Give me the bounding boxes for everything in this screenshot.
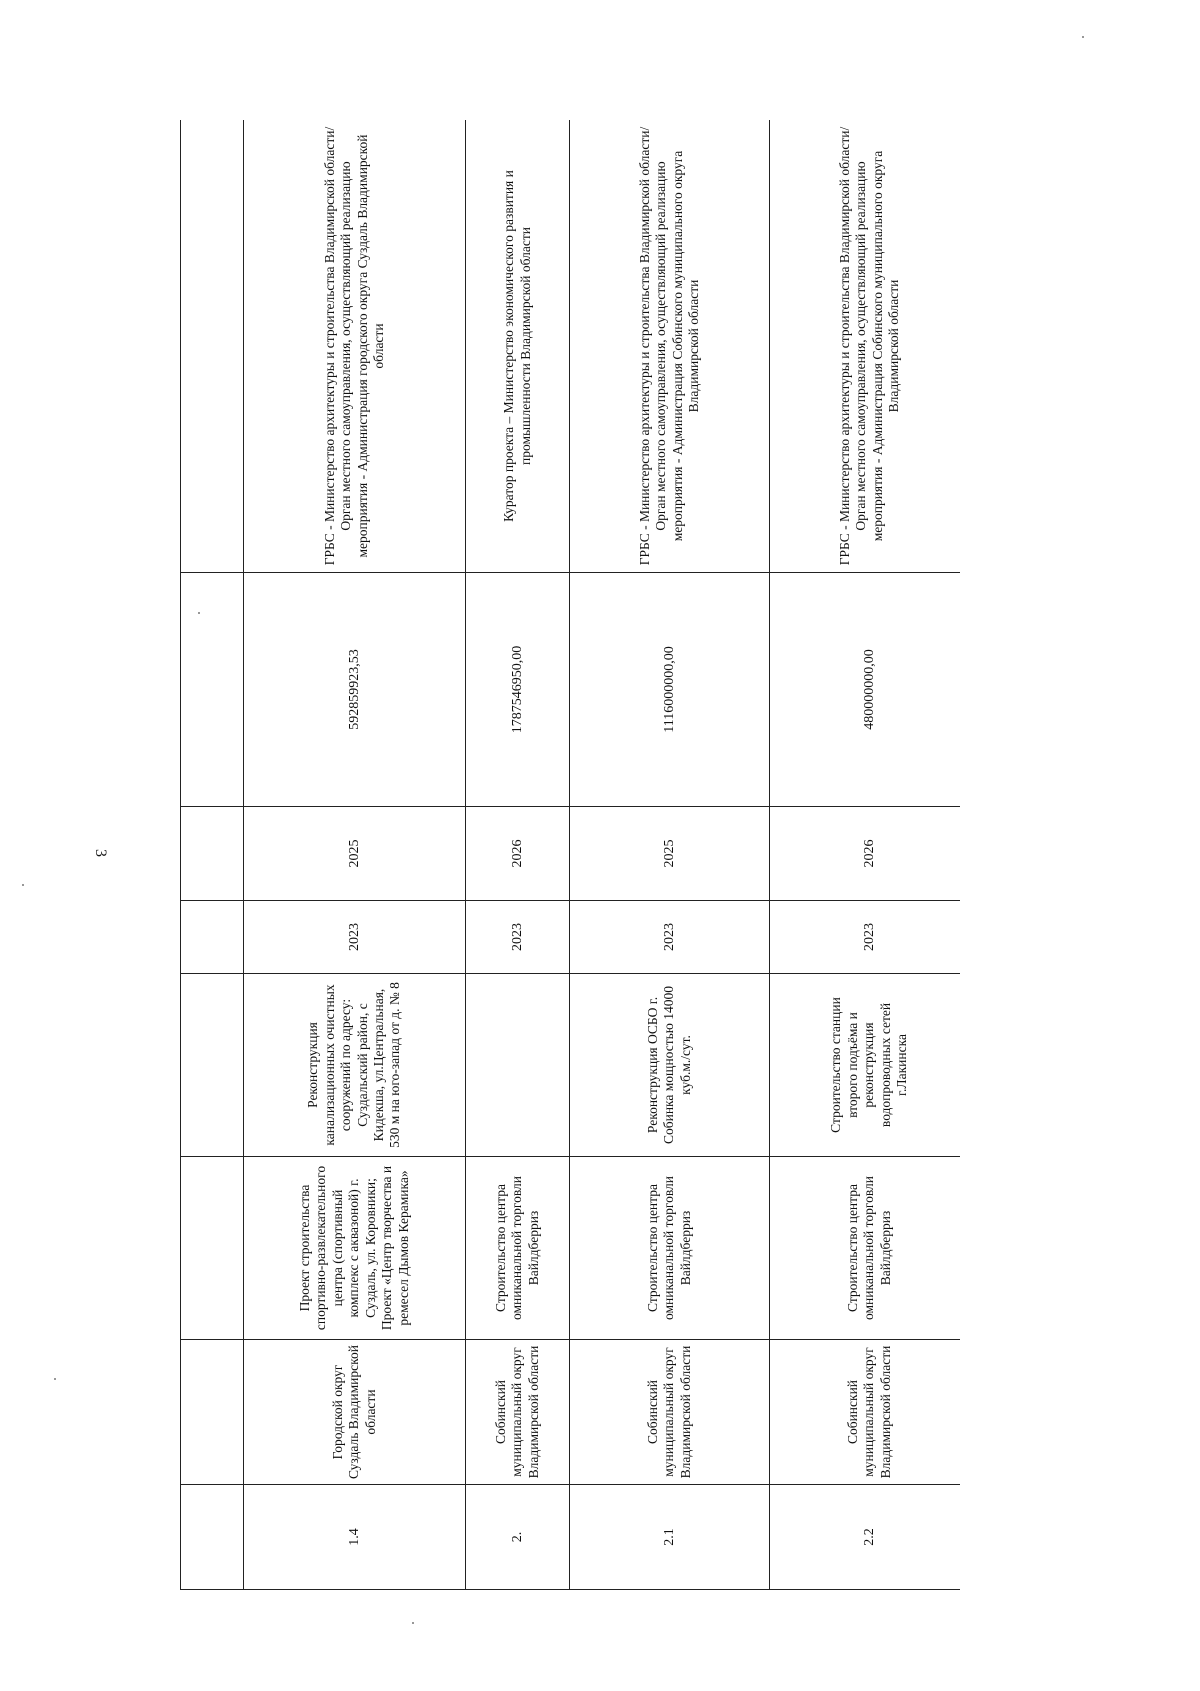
- amount-cell: 1787546950,00: [466, 573, 570, 807]
- municipality-cell: Собинский муниципальный округ Владимирской области: [770, 1340, 961, 1485]
- object-cell: Реконструкция канализационных очистных сооружений по адресу: Суздальский район, с Кидекша, ул.Центральная, 530 м на юго-запад от д. № 8: [244, 974, 466, 1157]
- object-cell: Реконструкция ОСБО г. Собинка мощностью 14000 куб.м./сут.: [570, 974, 770, 1157]
- municipality-cell: Собинский муниципальный округ Владимирской области: [466, 1340, 570, 1485]
- header-cell: [181, 120, 244, 573]
- responsible-cell: ГРБС - Министерство архитектуры и строительства Владимирской области/ Орган местного самоуправления, осуществляющий реализацию мероприятия - Администрация городского округа Суздаль Владимирской области: [244, 120, 466, 573]
- project-cell: Проект строительства спортивно-развлекательного центра (спортивный комплекс с аквазоной) г. Суздаль, ул. Коровники; Проект «Центр творчества и ремесел Дымов Керамика»: [244, 1157, 466, 1340]
- rotated-table-container: [180, 120, 960, 1590]
- header-cell: [181, 901, 244, 974]
- amount-cell: 592859923,53: [244, 573, 466, 807]
- row-number: 2.: [466, 1485, 570, 1590]
- header-cell: [181, 974, 244, 1157]
- page-number: 3: [92, 849, 109, 857]
- header-cell: [181, 1485, 244, 1590]
- project-cell: Строительство центра омниканальной торговли Вайлдберриз: [770, 1157, 961, 1340]
- table-row: [770, 120, 961, 1590]
- amount-cell: 1116000000,00: [570, 573, 770, 807]
- object-cell: [466, 974, 570, 1157]
- header-cell: [181, 1340, 244, 1485]
- end-year-cell: 2025: [570, 807, 770, 901]
- start-year-cell: 2023: [570, 901, 770, 974]
- responsible-cell: Куратор проекта – Министерство экономического развития и промышленности Владимирской области: [466, 120, 570, 573]
- scan-speck: [1082, 36, 1084, 38]
- header-cell: [181, 573, 244, 807]
- end-year-cell: 2025: [244, 807, 466, 901]
- row-number: 1.4: [244, 1485, 466, 1590]
- amount-cell: 480000000,00: [770, 573, 961, 807]
- start-year-cell: 2023: [770, 901, 961, 974]
- municipality-cell: Городской округ Суздаль Владимирской области: [244, 1340, 466, 1485]
- responsible-cell: ГРБС - Министерство архитектуры и строительства Владимирской области/ Орган местного самоуправления, осуществляющий реализацию мероприятия - Администрация Собинского муниципального округа Владимирской области: [770, 120, 961, 573]
- project-cell: Строительство центра омниканальной торговли Вайлдберриз: [466, 1157, 570, 1340]
- end-year-cell: 2026: [770, 807, 961, 901]
- start-year-cell: 2023: [244, 901, 466, 974]
- end-year-cell: 2026: [466, 807, 570, 901]
- scan-speck: [22, 884, 24, 886]
- table-row: [466, 120, 570, 1590]
- header-cell: [181, 807, 244, 901]
- scan-speck: [54, 1378, 56, 1380]
- row-number: 2.2: [770, 1485, 961, 1590]
- responsible-cell: ГРБС - Министерство архитектуры и строительства Владимирской области/ Орган местного самоуправления, осуществляющий реализацию мероприятия - Администрация Собинского муниципального округа Владимирской области: [570, 120, 770, 573]
- table-header-row: [181, 120, 244, 1590]
- table-frame: [180, 120, 960, 1590]
- projects-table: [180, 120, 960, 1590]
- object-cell: Строительство станции второго подъёма и реконструкция водопроводных сетей г.Лакинска: [770, 974, 961, 1157]
- row-number: 2.1: [570, 1485, 770, 1590]
- table-row: [570, 120, 770, 1590]
- header-cell: [181, 1157, 244, 1340]
- start-year-cell: 2023: [466, 901, 570, 974]
- scan-speck: [412, 1622, 414, 1624]
- municipality-cell: Собинский муниципальный округ Владимирской области: [570, 1340, 770, 1485]
- project-cell: Строительство центра омниканальной торговли Вайлдберриз: [570, 1157, 770, 1340]
- table-row: [244, 120, 466, 1590]
- scan-speck: [198, 612, 200, 614]
